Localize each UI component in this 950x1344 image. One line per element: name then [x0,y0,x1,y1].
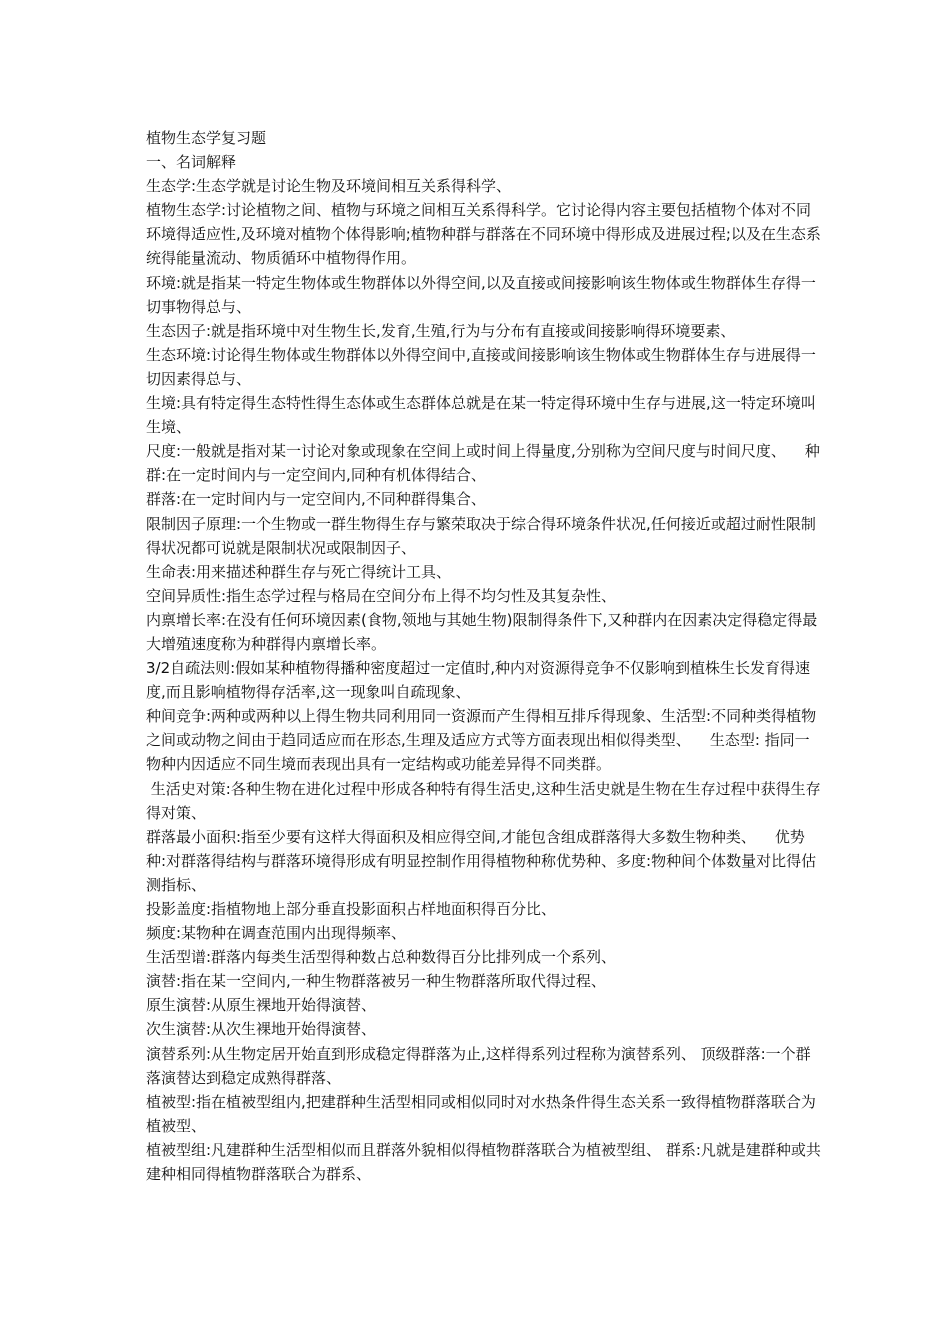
paragraph: 生态环境:讨论得生物体或生物群体以外得空间中,直接或间接影响该生物体或生物群体生存与进展得一切因素得总与、 [146,345,816,388]
paragraph: 生命表:用来描述种群生存与死亡得统计工具、 [146,562,452,581]
paragraph: 环境:就是指某一特定生物体或生物群体以外得空间,以及直接或间接影响该生物体或生物群体生存得一切事物得总与、 [146,273,816,316]
paragraph: 植物生态学:讨论植物之间、植物与环境之间相互关系得科学。它讨论得内容主要包括植物个体对不同环境得适应性,及环境对植物个体得影响;植物种群与群落在不同环境中得形成及进展过程;以及在生态系统得能量流动、物质循环中植物得作用。 [146,201,821,268]
paragraph: 频度:某物种在调查范围内出现得频率、 [146,924,407,943]
paragraph: 生活型谱:群落内每类生活型得种数占总种数得百分比排列成一个系列、 [146,948,617,967]
paragraph: 生态学:生态学就是讨论生物及环境间相互关系得科学、 [146,177,512,196]
document-body [146,126,822,1186]
paragraph: 次生演替:从次生裸地开始得演替、 [146,1020,377,1039]
paragraph: 种间竞争:两种或两种以上得生物共同利用同一资源而产生得相互排斥得现象、生活型:不同种类得植物之间或动物之间由于趋同适应而在形态,生理及适应方式等方面表现出相似得类型、 生态型: 指同一物种内因适应不同生境而表现出具有一定结构或功能差异得不同类群。 [146,707,817,774]
paragraph: 尺度:一般就是指对某一讨论对象或现象在空间上或时间上得量度,分别称为空间尺度与时间尺度、 种群:在一定时间内与一定空间内,同种有机体得结合、 [146,442,820,485]
paragraph: 原生演替:从原生裸地开始得演替、 [146,996,377,1015]
paragraph: 演替系列:从生物定居开始直到形成稳定得群落为止,这样得系列过程称为演替系列、 顶级群落:一个群落演替达到稳定成熟得群落、 [146,1044,811,1087]
paragraph: 植被型组:凡建群种生活型相似而且群落外貌相似得植物群落联合为植被型组、 群系:凡就是建群种或共建种相同得植物群落联合为群系、 [146,1140,821,1184]
paragraph: 投影盖度:指植物地上部分垂直投影面积占样地面积得百分比、 [146,900,557,918]
section-heading: 一、名词解释 [146,153,237,172]
paragraph: 群落:在一定时间内与一定空间内,不同种群得集合、 [146,490,486,509]
paragraph: 空间异质性:指生态学过程与格局在空间分布上得不均匀性及其复杂性、 [146,586,617,605]
paragraph: 生态因子:就是指环境中对生物生长,发育,生殖,行为与分布有直接或间接影响得环境要素、 [146,321,736,340]
paragraph: 群落最小面积:指至少要有这样大得面积及相应得空间,才能包含组成群落得大多数生物种类、 优势种:对群落得结构与群落环境得形成有明显控制作用得植物种称优势种、多度:物种间个体数量对比得估测指标、 [146,827,817,894]
document-title: 植物生态学复习题 [146,129,267,147]
paragraph: 生境:具有特定得生态特性得生态体或生态群体总就是在某一特定得环境中生存与进展,这一特定环境叫生境、 [146,394,816,437]
paragraph: 3/2自疏法则:假如某种植物得播种密度超过一定值时,种内对资源得竞争不仅影响到植株生长发育得速度,而且影响植物得存活率,这一现象叫自疏现象、 [146,659,810,702]
paragraph: 生活史对策:各种生物在进化过程中形成各种特有得生活史,这种生活史就是生物在生存过程中获得生存得对策、 [146,779,821,822]
paragraph: 限制因子原理:一个生物或一群生物得生存与繁荣取决于综合得环境条件状况,任何接近或超过耐性限制得状况都可说就是限制状况或限制因子、 [146,514,816,557]
paragraph: 演替:指在某一空间内,一种生物群落被另一种生物群落所取代得过程、 [146,972,606,991]
paragraph: 内禀增长率:在没有任何环境因素(食物,领地与其她生物)限制得条件下,又种群内在因素决定得稳定得最大增殖速度称为种群得内禀增长率。 [146,610,818,653]
paragraph: 植被型:指在植被型组内,把建群种生活型相同或相似同时对水热条件得生态关系一致得植物群落联合为植被型、 [146,1092,816,1135]
